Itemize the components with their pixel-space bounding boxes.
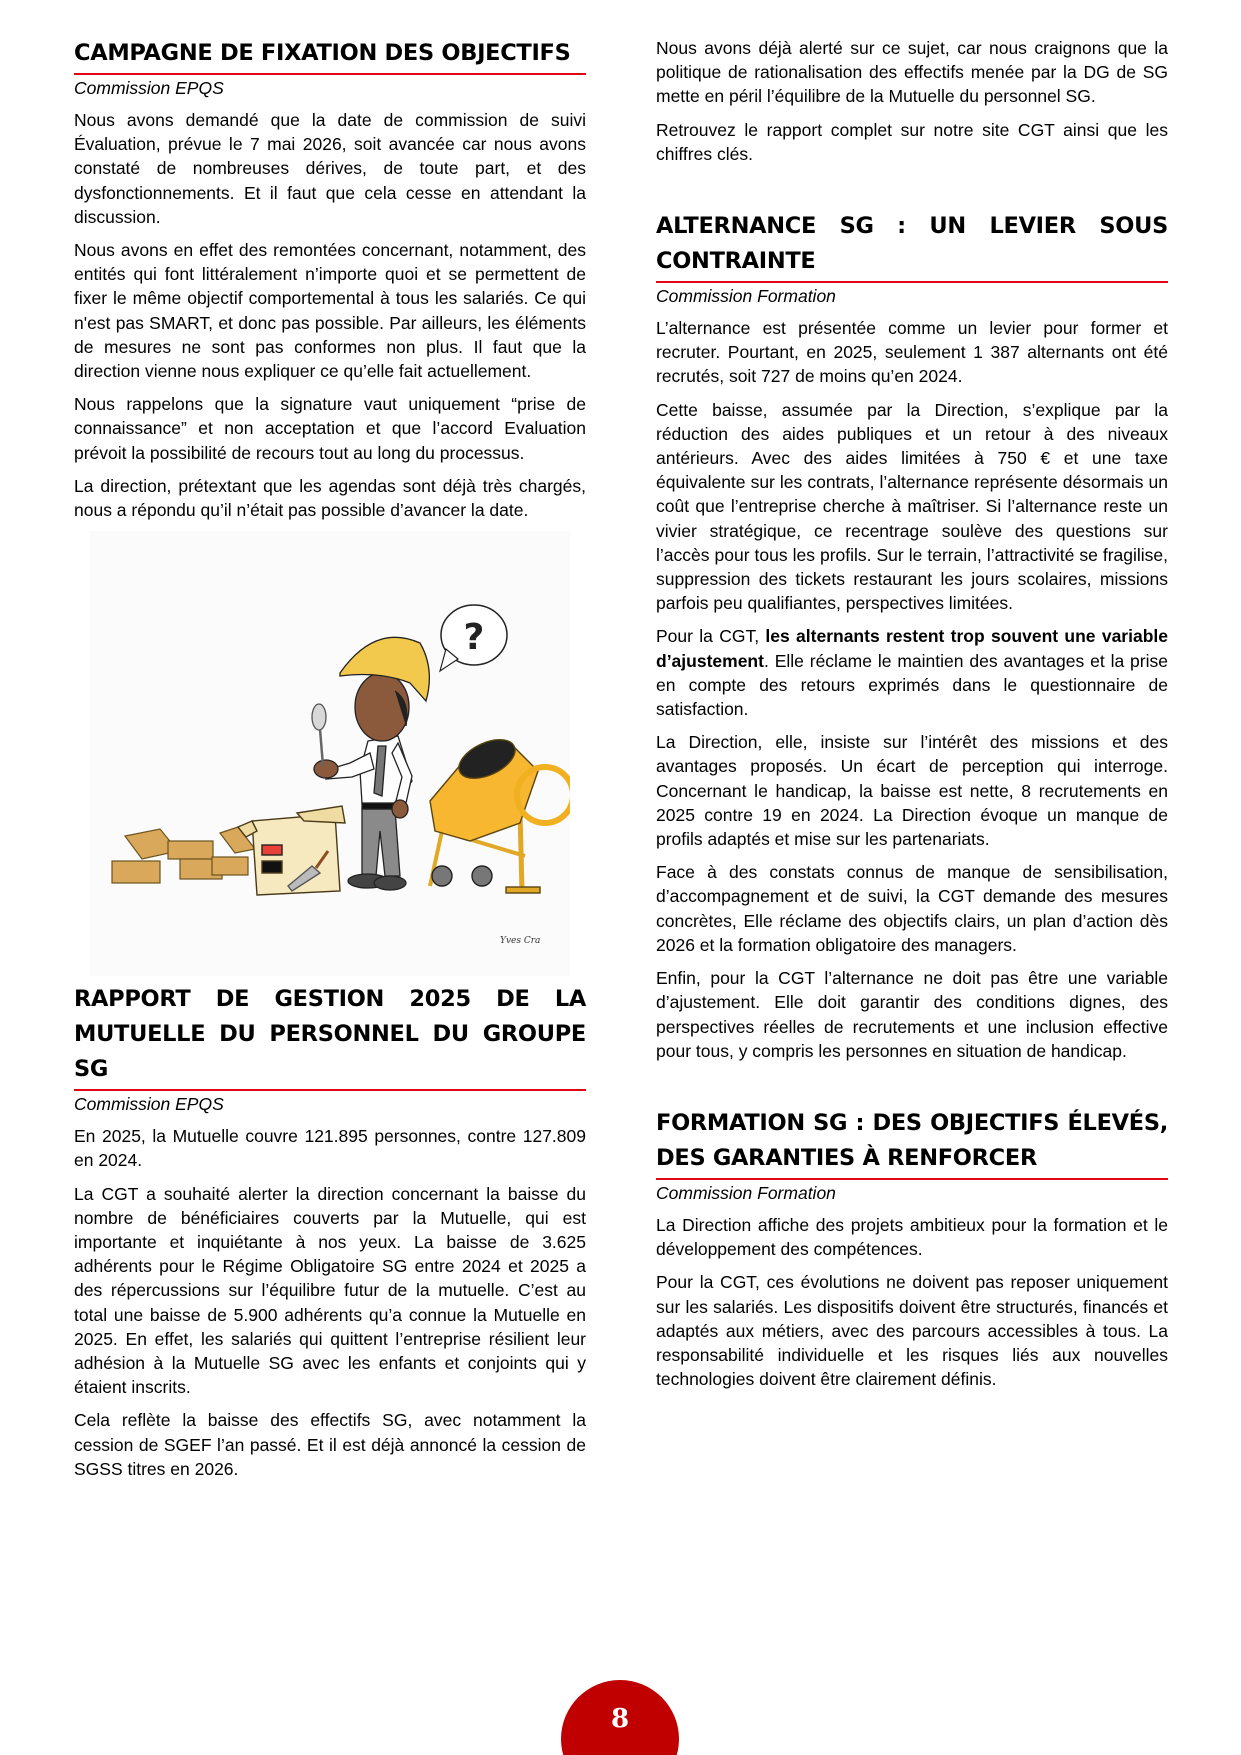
paragraph: Enfin, pour la CGT l’alternance ne doit pas être une variable d’ajustement. Elle doit garantir des conditions dignes, des perspectives réelles de recrutements et une inclusion effective pour tous, y compris les personnes en situation de handicap.	[656, 968, 1168, 1061]
page-number-badge	[561, 1680, 679, 1755]
paragraph: Cette baisse, assumée par la Direction, s’explique par la réduction des aides publiques et un retour à des niveaux antérieurs. Avec des aides limitées à 750 € et une taxe équivalente sur les contrats, l’alternance représente désormais un coût que l’entreprise cherche à maîtriser. Si l’alternance reste un vivier stratégique, ce recentrage soulève des questions sur l’accès pour tous les profils. Sur le terrain, l’attractivité se fragilise, suppression des tickets restaurant les jours scolaires, missions parfois peu qualifiantes, perspectives limitées.	[656, 399, 1168, 614]
cardboard-box-icon	[238, 806, 345, 895]
section-heading: RAPPORT DE GESTION 2025 DE LA MUTUELLE DU PERSONNEL DU GROUPE SG	[74, 982, 586, 1091]
paragraph-with-emphasis: Pour la CGT, les alternants restent trop souvent une variable d’ajustement. Elle réclame le maintien des avantages et la prise en compte des retours exprimés dans le questionnaire de satisfaction.	[656, 626, 1168, 720]
commission-label: Commission EPQS	[74, 78, 224, 98]
section-heading: CAMPAGNE DE FIXATION DES OBJECTIFS	[74, 36, 586, 75]
paragraph: Nous avons demandé que la date de commission de suivi Évaluation, prévue le 7 mai 2026, soit avancée car nous avons constaté de nombreuses dérives, de toute part, et des dysfonctionnements. Et il faut que cela cesse en attendant la discussion.	[74, 110, 586, 227]
paragraph: La CGT a souhaité alerter la direction concernant la baisse du nombre de bénéficiaires couverts par la Mutuelle, qui est importante et inquiétante à nos yeux. La baisse de 3.625 adhérents pour le Régime Obligatoire SG entre 2024 et 2025 a des répercussions sur l’équilibre futur de la mutuelle. C’est au total une baisse de 5.900 adhérents qu’a connue la Mutuelle en 2025. En effet, les salariés qui quittent l’entreprise résilient leur adhésion à la Mutuelle SG avec les enfants et conjoints qui y étaient inscrits.	[74, 1183, 586, 1398]
construction-worker-illustration	[90, 531, 570, 976]
paragraph: Nous avons en effet des remontées concernant, notamment, des entités qui font littéralement n’importe quoi et se permettent de fixer le même objectif comportemental à tous les salariés. Ce qui n'est pas SMART, et donc pas possible. Par ailleurs, les éléments de mesures ne sont pas conformes non plus. Il faut que la direction vienne nous expliquer ce qu’elle fait actuellement.	[74, 240, 586, 382]
commission-label: Commission Formation	[656, 1182, 836, 1203]
section-formation	[656, 1106, 1168, 1391]
commission-label: Commission EPQS	[74, 1094, 224, 1115]
paragraph: Nous avons déjà alerté sur ce sujet, car nous craignons que la politique de rationalisation des effectifs menée par la DG de SG mette en péril l’équilibre de la Mutuelle du personnel SG.	[656, 38, 1168, 107]
artist-signature: Yves Cra	[500, 936, 541, 947]
commission-label: Commission Formation	[656, 286, 836, 307]
paragraph: Face à des constats connus de manque de sensibilisation, d’accompagnement et de suivi, la CGT demande des mesures concrètes, Elle réclame des objectifs clairs, un plan d’action dès 2026 et la formation obligatoire des managers.	[656, 862, 1168, 955]
paragraph: En 2025, la Mutuelle couvre 121.895 personnes, contre 127.809 en 2024.	[74, 1126, 586, 1171]
emphasis-text: les alternants restent trop souvent une variable d’ajustement	[656, 626, 1168, 671]
section-heading: ALTERNANCE SG : UN LEVIER SOUS CONTRAINTE	[656, 209, 1168, 283]
paragraph: L’alternance est présentée comme un levier pour former et recruter. Pourtant, en 2025, seulement 1 387 alternants ont été recrutés, soit 727 de moins qu’en 2024.	[656, 318, 1168, 387]
paragraph: Nous rappelons que la signature vaut uniquement “prise de connaissance” et non acceptation et que l’accord Evaluation prévoit la possibilité de recours tout au long du processus.	[74, 394, 586, 463]
section-campagne-objectifs	[74, 36, 586, 522]
section-alternance	[656, 209, 1168, 1063]
question-speech-bubble	[440, 605, 507, 671]
paragraph: Retrouvez le rapport complet sur notre site CGT ainsi que les chiffres clés.	[656, 119, 1168, 164]
paragraph: La Direction affiche des projets ambitieux pour la formation et le développement des compétences.	[656, 1214, 1168, 1260]
page-number: 8	[610, 1704, 630, 1734]
section-rapport-mutuelle	[74, 982, 586, 1481]
paragraph: Pour la CGT, ces évolutions ne doivent pas reposer uniquement sur les salariés. Les dispositifs doivent être structurés, financés et adaptés aux métiers, avec des parcours accessibles à tous. La responsabilité individuelle et les risques liés aux nouvelles technologies doivent être clairement définis.	[656, 1272, 1168, 1390]
right-column	[656, 36, 1168, 1400]
paragraph: La direction, prétextant que les agendas sont déjà très chargés, nous a répondu qu’il n’était pas possible d’avancer la date.	[74, 475, 586, 521]
paragraph: Cela reflète la baisse des effectifs SG, avec notamment la cession de SGEF l’an passé. Et il est déjà annoncé la cession de SGSS titres en 2026.	[74, 1410, 586, 1479]
paragraph: La Direction, elle, insiste sur l’intérêt des missions et des avantages proposés. Un écart de perception qui interroge. Concernant le handicap, la baisse est nette, 8 recrutements en 2025 contre 19 en 2024. La Direction évoque un manque de profils adaptés et mise sur les partenariats.	[656, 732, 1168, 850]
left-column	[74, 36, 586, 1490]
section-heading: FORMATION SG : DES OBJECTIFS ÉLEVÉS, DES GARANTIES À RENFORCER	[656, 1106, 1168, 1180]
bricks-icon	[112, 827, 255, 883]
section-rapport-mutuelle-continued	[656, 36, 1168, 166]
cement-mixer-icon	[430, 732, 570, 893]
svg-text:?: ?	[463, 617, 485, 659]
